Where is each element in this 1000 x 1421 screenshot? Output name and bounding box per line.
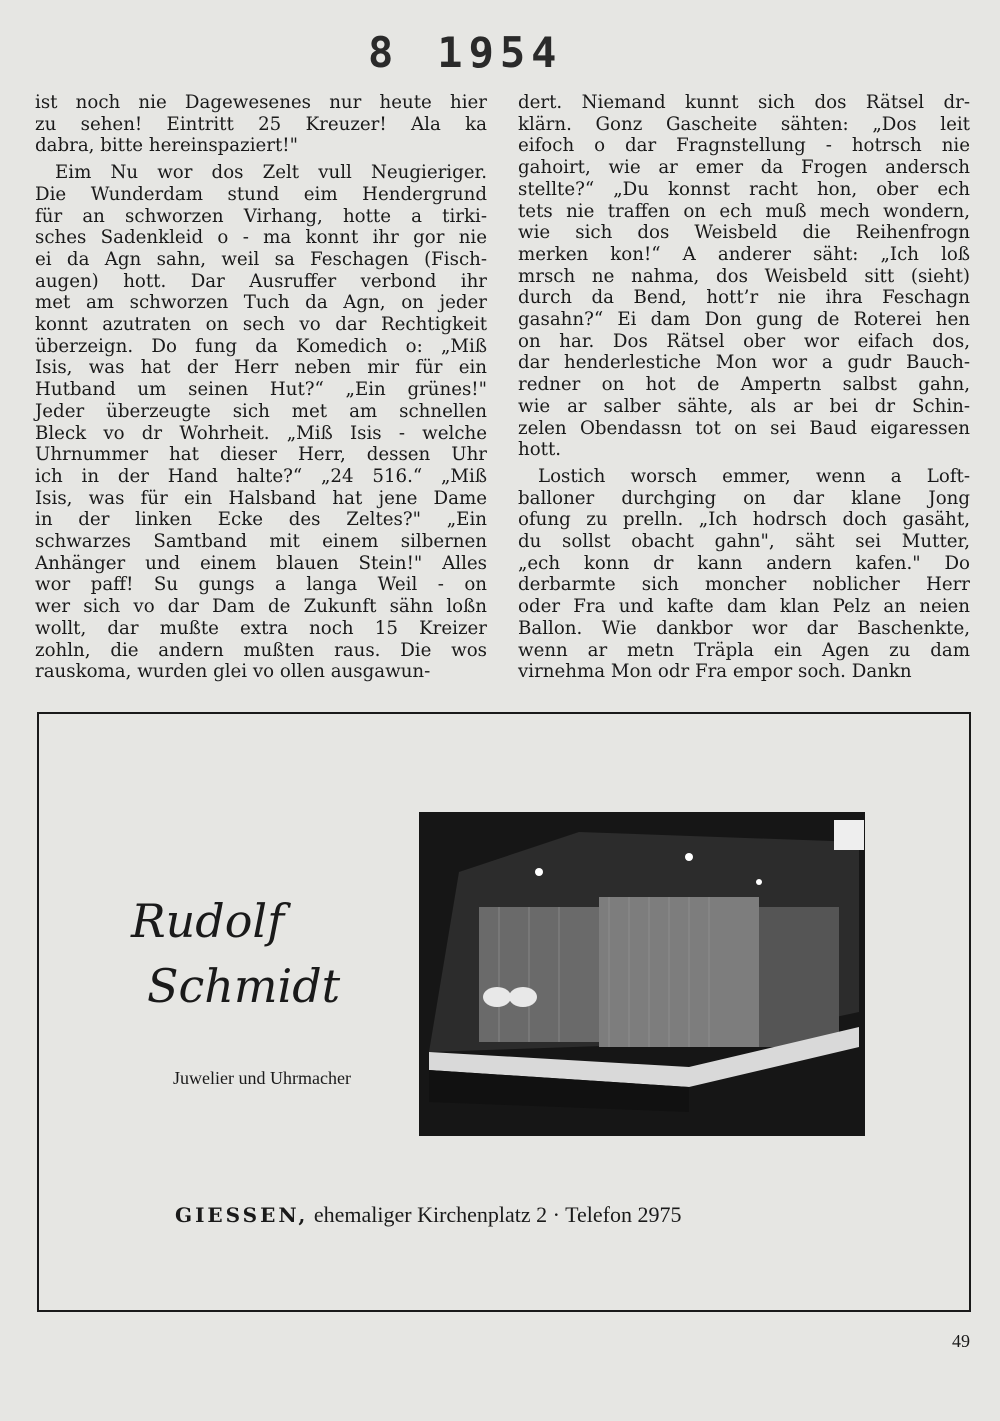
text-line: hott. bbox=[518, 439, 562, 461]
text-line: ich in der Hand halte?“ „24 516.“ „Miß bbox=[35, 465, 487, 487]
text-line: balloner durchging on dar klane Jong bbox=[518, 487, 970, 509]
issue-number: 8 bbox=[368, 28, 400, 77]
text-line: konnt azutraten on sech vo dar Rechtigkeit bbox=[35, 314, 487, 336]
text-line: Uhrnummer hat dieser Herr, dessen Uhr bbox=[35, 444, 487, 466]
ad-street-phone: ehemaliger Kirchenplatz 2 · Telefon 2975 bbox=[308, 1202, 682, 1227]
text-line: met am schworzen Tuch da Agn, on jeder bbox=[35, 292, 487, 314]
text-line: merken kon!“ A anderer säht: „Ich loß bbox=[518, 243, 970, 265]
text-line: zelen Obendassn tot on sei Baud eigaressen bbox=[518, 417, 970, 439]
page-number: 49 bbox=[952, 1331, 970, 1351]
text-line: Jeder überzeugte sich met am schnellen bbox=[35, 400, 487, 422]
right-column bbox=[518, 92, 970, 683]
text-line: dar henderlestiche Mon wor a gudr Bauch- bbox=[518, 352, 970, 374]
text-line: „ech konn dr kann andern kafen." Do bbox=[518, 552, 970, 574]
shop-window-photo bbox=[419, 812, 865, 1136]
text-line: zu sehen! Eintritt 25 Kreuzer! Ala ka bbox=[35, 113, 487, 135]
text-line: ofung zu prelln. „Ich hodrsch doch gasäht, bbox=[518, 509, 970, 531]
text-line: gahoirt, wie ar emer da Frogen andersch bbox=[518, 157, 970, 179]
text-line: gasahn?“ Ei dam Don gung de Roterei hen bbox=[518, 309, 970, 331]
text-line: Lostich worsch emmer, wenn a Loft- bbox=[538, 465, 970, 487]
ad-logo-first-name: Rudolf bbox=[131, 894, 285, 948]
text-line: du sollst obacht gahn", säht sei Mutter, bbox=[518, 531, 970, 553]
text-line: wie sich dos Weisbeld die Reihenfrogn bbox=[518, 222, 970, 244]
text-line: ei da Agn sahn, weil sa Feschagen (Fisch- bbox=[35, 248, 487, 270]
text-line: eifoch o dar Fragnstellung - hotrsch nie bbox=[518, 135, 970, 157]
ad-logo-last-name: Schmidt bbox=[147, 959, 341, 1013]
text-line: in der linken Ecke des Zeltes?" „Ein bbox=[35, 509, 487, 531]
text-line: virnehma Mon odr Fra empor soch. Dankn bbox=[518, 661, 912, 683]
text-line: zohln, die andern mußten raus. Die wos bbox=[35, 639, 487, 661]
text-line: redner on hot de Ampertn salbst gahn, bbox=[518, 374, 970, 396]
text-line: dert. Niemand kunnt sich dos Rätsel dr- bbox=[518, 92, 970, 113]
advertisement bbox=[37, 712, 971, 1312]
text-line: ist noch nie Dagewesenes nur heute hier bbox=[35, 92, 487, 113]
issue-year: 1954 bbox=[437, 28, 563, 77]
text-line: on har. Dos Rätsel ober wor eifach dos, bbox=[518, 330, 970, 352]
text-line: Anhänger und einem blauen Stein!" Alles bbox=[35, 552, 487, 574]
left-column bbox=[35, 92, 487, 683]
text-line: sches Sadenkleid o - ma konnt ihr gor nie bbox=[35, 227, 487, 249]
text-line: rauskoma, wurden glei vo ollen ausgawun- bbox=[35, 661, 431, 683]
text-line: wenn ar metn Träpla ein Agen zu dam bbox=[518, 639, 970, 661]
text-line: wie ar salber sähte, als ar bei dr Schin- bbox=[518, 395, 970, 417]
text-line: Isis, was für ein Halsband hat jene Dame bbox=[35, 487, 487, 509]
text-line: oder Fra und kafte dam klan Pelz an neien bbox=[518, 596, 970, 618]
text-line: mrsch ne nahma, dos Weisbeld sitt (sieht) bbox=[518, 265, 970, 287]
ad-address bbox=[175, 1202, 681, 1228]
text-line: tets nie traffen on ech muß mech wondern, bbox=[518, 200, 970, 222]
text-line: durch da Bend, hott’r nie ihra Feschagn bbox=[518, 287, 970, 309]
text-line: Hutband um seinen Hut?“ „Ein grünes!" bbox=[35, 379, 487, 401]
text-line: augen) hott. Dar Ausruffer verbond ihr bbox=[35, 270, 487, 292]
text-line: klärn. Gonz Gascheite sähten: „Dos leit bbox=[518, 113, 970, 135]
text-line: Isis, was hat der Herr neben mir für ein bbox=[35, 357, 487, 379]
text-line: Eim Nu wor dos Zelt vull Neugieriger. bbox=[55, 162, 487, 184]
text-line: wer sich vo dar Dam de Zukunft sähn loßn bbox=[35, 596, 487, 618]
text-line: für an schworzen Virhang, hotte a tirki- bbox=[35, 205, 487, 227]
text-line: derbarmte sich moncher noblicher Herr bbox=[518, 574, 970, 596]
text-line: stellte?“ „Du konnst racht hon, ober ech bbox=[518, 178, 970, 200]
text-line: wollt, dar mußte extra noch 15 Kreizer bbox=[35, 617, 487, 639]
text-line: Die Wunderdam stund eim Hendergrund bbox=[35, 183, 487, 205]
text-line: dabra, bitte hereinspaziert!" bbox=[35, 135, 298, 157]
issue-stamp bbox=[368, 28, 562, 77]
text-line: überzeign. Do fung da Komedich o: „Miß bbox=[35, 335, 487, 357]
text-line: schwarzes Samtband mit einem silbernen bbox=[35, 531, 487, 553]
text-line: Bleck vo dr Wohrheit. „Miß Isis - welche bbox=[35, 422, 487, 444]
ad-subtitle: Juwelier und Uhrmacher bbox=[173, 1068, 351, 1088]
ad-city: GIESSEN, bbox=[175, 1203, 309, 1227]
text-line: wor paff! Su gungs a langa Weil - on bbox=[35, 574, 487, 596]
text-line: Ballon. Wie dankbor wor dar Baschenkte, bbox=[518, 617, 970, 639]
